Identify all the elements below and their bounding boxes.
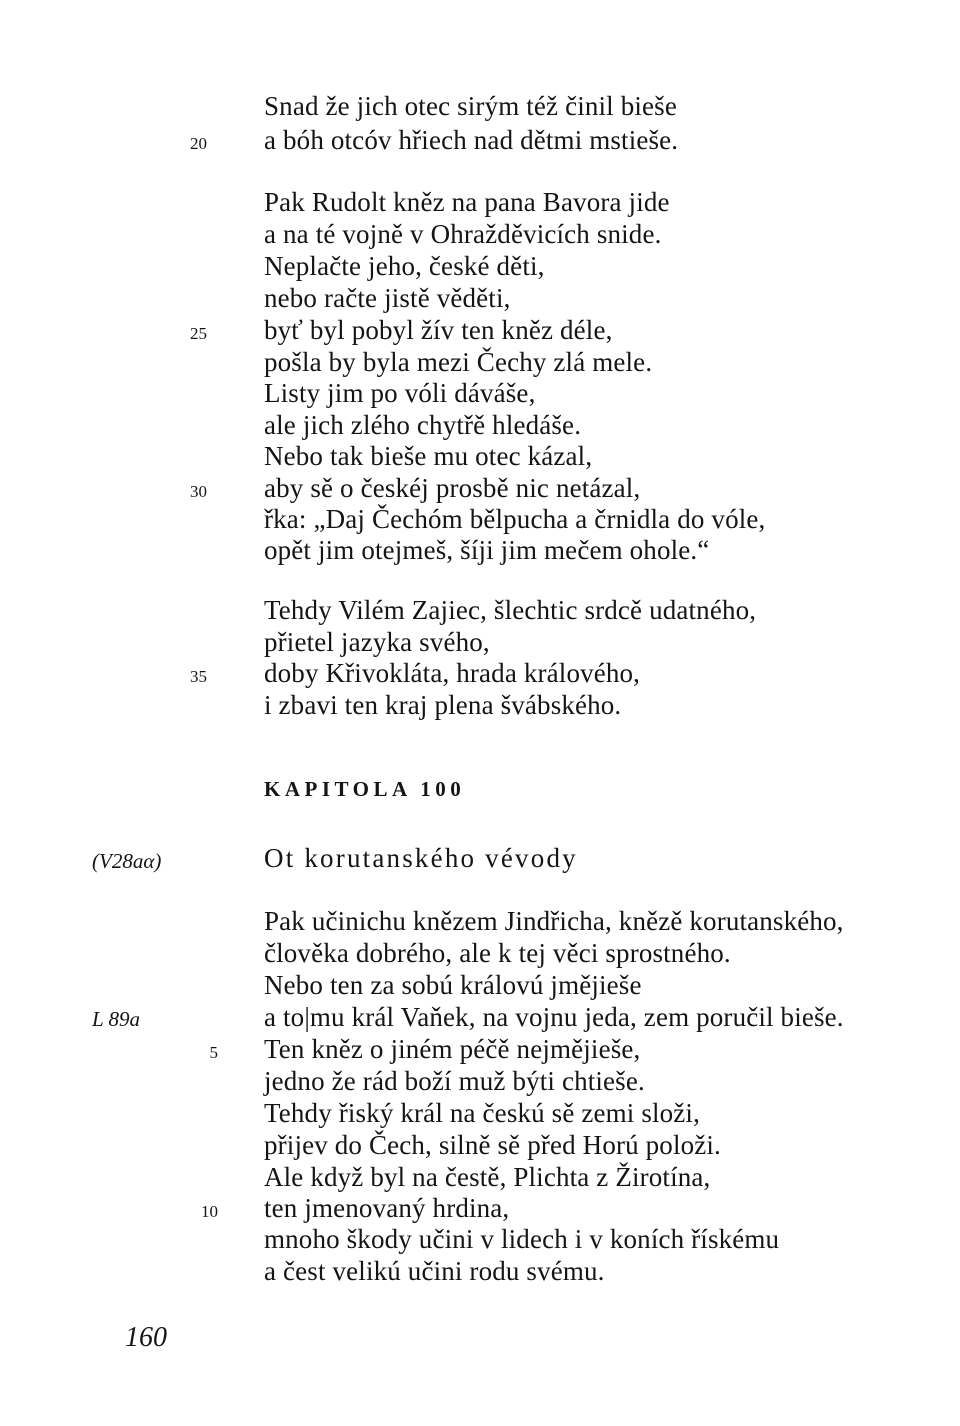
page-number: 160 bbox=[125, 1322, 167, 1353]
line-number: 5 bbox=[209, 1043, 218, 1062]
verse-line: doby Křivokláta, hrada králového, bbox=[264, 658, 641, 688]
chapter-heading: KAPITOLA 100 bbox=[264, 777, 466, 801]
verse-line: nebo račte jistě věděti, bbox=[264, 283, 511, 313]
verse-line: Tehdy řiský král na českú sě zemi složi, bbox=[264, 1098, 700, 1128]
verse-line: aby sě o českéj prosbě nic netázal, bbox=[264, 473, 641, 503]
verse-line: a to|mu král Vaňek, na vojnu jeda, zem poručil bieše. bbox=[264, 1002, 844, 1032]
line-number: 25 bbox=[190, 324, 207, 343]
verse-line: a na té vojně v Ohražděvicích snide. bbox=[264, 219, 662, 249]
chapter-title: Ot korutanského vévody bbox=[264, 843, 578, 873]
verse-line: mnoho škody učini v lidech i v koních řískému bbox=[264, 1224, 780, 1254]
line-number: 20 bbox=[190, 134, 207, 153]
verse-line: Ten kněz o jiném péčě nejmějieše, bbox=[264, 1034, 641, 1064]
verse-line: Pak učinichu knězem Jindřicha, knězě korutanského, bbox=[264, 906, 844, 936]
verse-line: jedno že rád boží muž býti chtieše. bbox=[264, 1066, 645, 1096]
manuscript-reference: L 89a bbox=[92, 1007, 141, 1031]
verse-line: byť byl pobyl žív ten kněz déle, bbox=[264, 315, 613, 345]
verse-line: a čest velikú učini rodu svému. bbox=[264, 1256, 605, 1286]
manuscript-reference: (V28aα) bbox=[92, 849, 162, 873]
verse-line: ale jich zlého chytřě hledáše. bbox=[264, 410, 582, 440]
verse-line: Listy jim po vóli dáváše, bbox=[264, 378, 536, 408]
verse-line: Nebo ten za sobú královú jmějieše bbox=[264, 970, 642, 1000]
line-number: 10 bbox=[201, 1202, 218, 1221]
verse-line: přijev do Čech, silně sě před Horú položi. bbox=[264, 1130, 721, 1160]
verse-line: pošla by byla mezi Čechy zlá mele. bbox=[264, 347, 653, 377]
verse-line: Pak Rudolt kněz na pana Bavora jide bbox=[264, 187, 670, 217]
verse-line: opět jim otejmeš, šíji jim mečem ohole.“ bbox=[264, 535, 710, 565]
verse-line: řka: „Daj Čechóm bělpucha a črnidla do vóle, bbox=[264, 504, 766, 534]
verse-line: a bóh otcóv hřiech nad dětmi mstieše. bbox=[264, 125, 679, 155]
verse-line: Neplačte jeho, české děti, bbox=[264, 251, 545, 281]
verse-line: Nebo tak bieše mu otec kázal, bbox=[264, 441, 593, 471]
verse-line: přietel jazyka svého, bbox=[264, 627, 490, 657]
line-number: 30 bbox=[190, 482, 207, 501]
line-number: 35 bbox=[190, 667, 207, 686]
verse-line: i zbavi ten kraj plena švábského. bbox=[264, 690, 622, 720]
verse-line: Tehdy Vilém Zajiec, šlechtic srdcě udatného, bbox=[264, 595, 757, 625]
verse-line: člověka dobrého, ale k tej věci sprostného. bbox=[264, 938, 731, 968]
verse-line: Snad že jich otec sirým též činil bieše bbox=[264, 91, 677, 121]
verse-line: ten jmenovaný hrdina, bbox=[264, 1193, 510, 1223]
verse-line: Ale když byl na čestě, Plichta z Žirotína, bbox=[264, 1162, 711, 1192]
